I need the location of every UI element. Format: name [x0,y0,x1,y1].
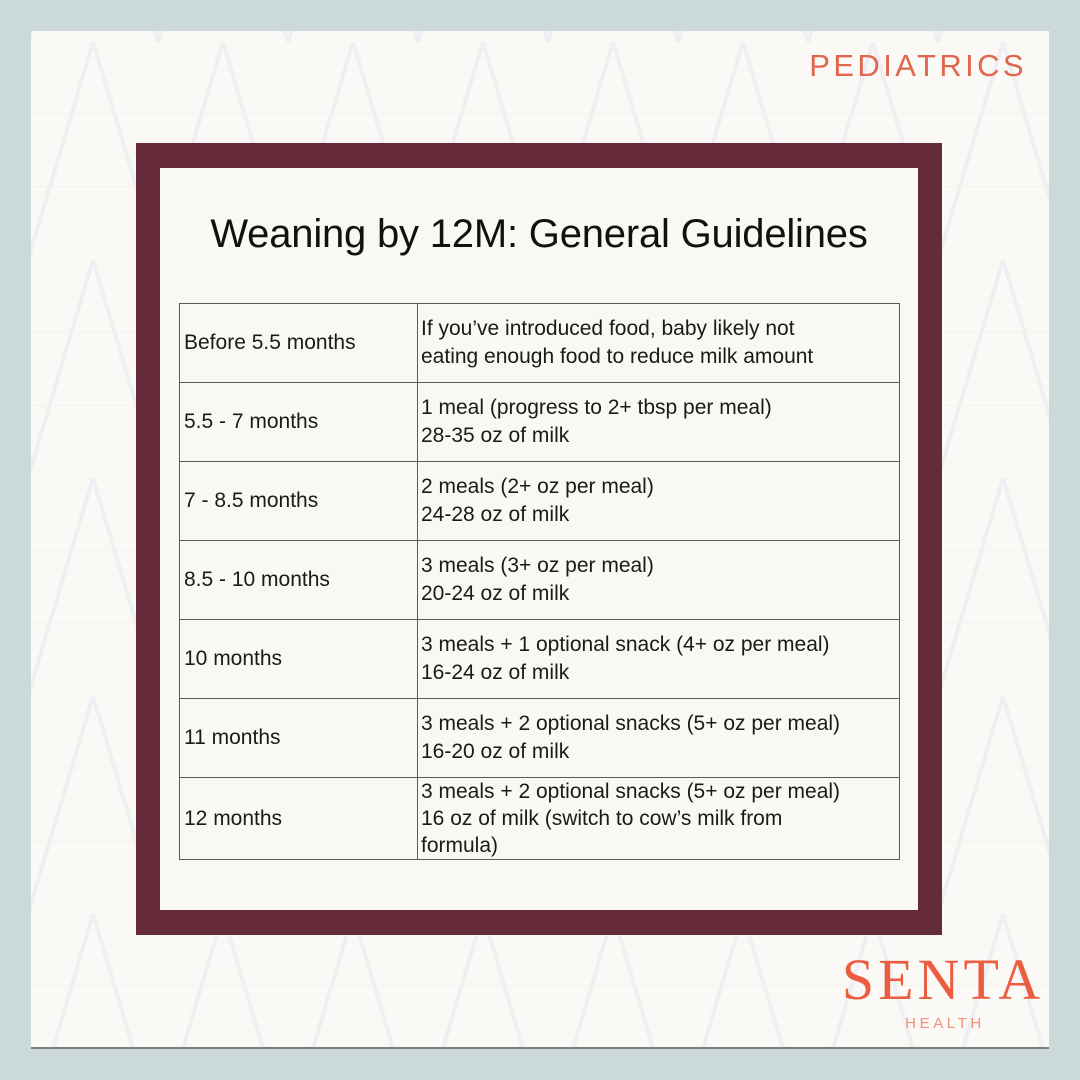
guideline-line: eating enough food to reduce milk amount [421,345,814,368]
guideline-cell [418,620,900,699]
age-cell: Before 5.5 months [180,304,418,383]
category-label: PEDIATRICS [809,48,1027,83]
guideline-line: 2 meals (2+ oz per meal) [421,475,654,498]
guideline-cell [418,541,900,620]
brand-name: SENTA [841,947,1045,1012]
guideline-line: 1 meal (progress to 2+ tbsp per meal) [421,396,772,419]
guideline-line: 16-24 oz of milk [421,661,570,684]
table-row [180,620,900,699]
guideline-frame [136,143,942,935]
guideline-line: 3 meals + 2 optional snacks (5+ oz per meal) [421,712,841,735]
guideline-cell [418,462,900,541]
table-row [180,304,900,383]
guideline-line: 20-24 oz of milk [421,582,570,605]
table-row [180,462,900,541]
guideline-cell [418,383,900,462]
brand-logo [837,949,1049,1032]
age-cell: 7 - 8.5 months [180,462,418,541]
age-cell: 10 months [180,620,418,699]
brand-subtitle: HEALTH [905,1015,985,1032]
guideline-line: 3 meals + 1 optional snack (4+ oz per meal) [421,633,830,656]
guideline-cell [418,699,900,778]
page-title: Weaning by 12M: General Guidelines [210,212,868,256]
table-row [180,699,900,778]
weaning-guideline-table [179,303,900,860]
guideline-line: 3 meals (3+ oz per meal) [421,554,654,577]
guideline-line: 16-20 oz of milk [421,740,570,763]
table-row [180,541,900,620]
guideline-line: If you’ve introduced food, baby likely not [421,317,795,340]
guideline-line: 28-35 oz of milk [421,424,570,447]
table-row [180,778,900,860]
guideline-line: 3 meals + 2 optional snacks (5+ oz per meal) [421,780,841,803]
age-cell: 12 months [180,778,418,860]
age-cell: 8.5 - 10 months [180,541,418,620]
guideline-panel [160,168,918,910]
table-row [180,383,900,462]
guideline-cell [418,304,900,383]
guideline-line: 16 oz of milk (switch to cow’s milk from [421,807,783,830]
guideline-line: formula) [421,834,499,857]
age-cell: 5.5 - 7 months [180,383,418,462]
guideline-cell [418,778,900,860]
post-card [31,31,1049,1049]
age-cell: 11 months [180,699,418,778]
guideline-line: 24-28 oz of milk [421,503,570,526]
